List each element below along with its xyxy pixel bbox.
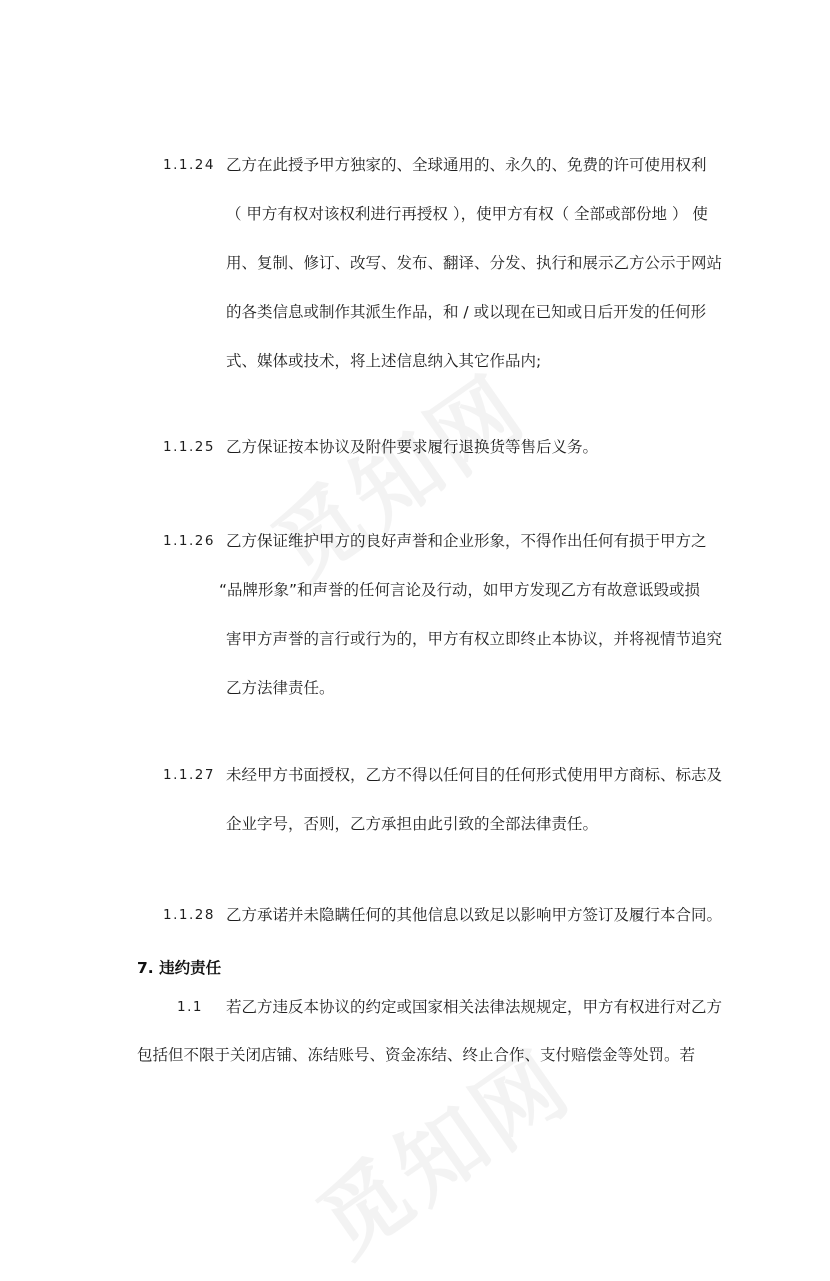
clause-text-line: 乙方保证维护甲方的良好声誉和企业形象，不得作出任何有损于甲方之 [226, 532, 707, 550]
clause-text-line: 企业字号，否则，乙方承担由此引致的全部法律责任。 [226, 815, 599, 833]
clause-text-line: “品牌形象”和声誉的任何言论及行动，如甲方发现乙方有故意诋毁或损 [219, 581, 701, 599]
clause-number: 1.1.27 [163, 767, 215, 783]
watermark-top [244, 341, 547, 606]
section-item-number: 1.1 [177, 999, 203, 1015]
clause-number: 1.1.26 [163, 533, 215, 549]
clause-text-line: 乙方法律责任。 [226, 679, 335, 697]
section-text-line: 若乙方违反本协议的约定或国家相关法律法规规定，甲方有权进行对乙方 [226, 998, 723, 1016]
clause-text-line: 乙方保证按本协议及附件要求履行退换货等售后义务。 [226, 438, 599, 456]
clause-number: 1.1.25 [163, 439, 215, 455]
section-heading: 7. 违约责任 [137, 959, 222, 977]
clause-text-line: 的各类信息或制作其派生作品，和 / 或以现在已知或日后开发的任何形 [226, 303, 707, 321]
clause-text-line: 未经甲方书面授权，乙方不得以任何目的任何形式使用甲方商标、标志及 [226, 766, 723, 784]
clause-number: 1.1.24 [163, 157, 215, 173]
clause-number: 1.1.28 [163, 907, 215, 923]
clause-text-line: 用、复制、修订、改写、发布、翻译、分发、执行和展示乙方公示于网站 [226, 254, 723, 272]
clause-text-line: 乙方在此授予甲方独家的、全球通用的、永久的、免费的许可使用权利 [226, 156, 707, 174]
section-text-line: 包括但不限于关闭店铺、冻结账号、资金冻结、终止合作、支付赔偿金等处罚。若 [137, 1046, 696, 1064]
clause-text-line: 害甲方声誉的言行或行为的，甲方有权立即终止本协议，并将视情节追究 [226, 630, 723, 648]
clause-text-line: 乙方承诺并未隐瞒任何的其他信息以致足以影响甲方签订及履行本合同。 [226, 906, 723, 924]
clause-text-line: （ 甲方有权对该权利进行再授权 ），使甲方有权（ 全部或部份地 ） 使 [226, 205, 708, 223]
clause-text-line: 式、媒体或技术，将上述信息纳入其它作品内; [226, 352, 542, 370]
